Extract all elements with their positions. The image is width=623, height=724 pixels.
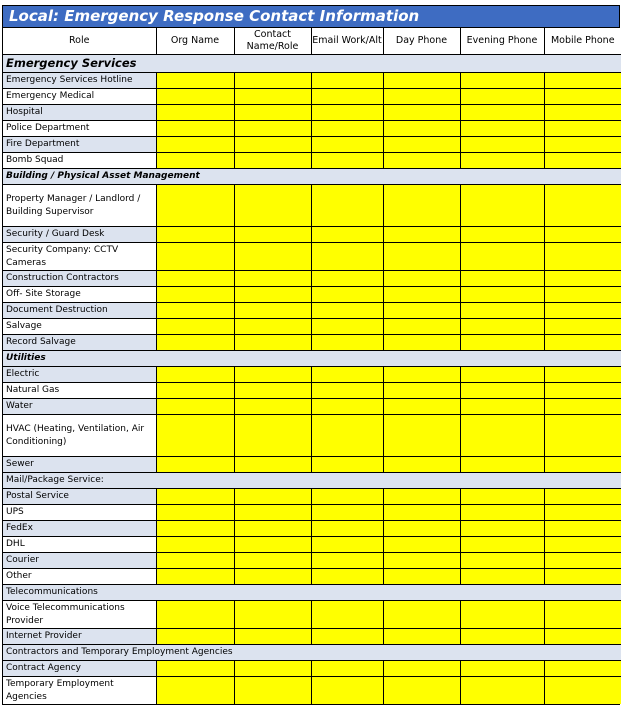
section-row <box>3 645 621 661</box>
header-day-phone: Day Phone <box>383 28 460 55</box>
entry-cell[interactable] <box>460 457 544 473</box>
role-label: Police Department <box>3 121 156 137</box>
entry-cell[interactable] <box>383 521 460 537</box>
entry-cell[interactable] <box>234 319 311 335</box>
table-row <box>3 243 621 271</box>
entry-cell[interactable] <box>311 105 383 121</box>
entry-cell[interactable] <box>383 227 460 243</box>
table-row <box>3 661 621 677</box>
entry-cell[interactable] <box>383 367 460 383</box>
entry-cell[interactable] <box>460 383 544 399</box>
section-row <box>3 351 621 367</box>
entry-cell[interactable] <box>383 185 460 227</box>
table-row <box>3 89 621 105</box>
section-row <box>3 585 621 601</box>
table-row <box>3 489 621 505</box>
entry-cell[interactable] <box>544 569 621 585</box>
entry-cell[interactable] <box>311 153 383 169</box>
entry-cell[interactable] <box>311 73 383 89</box>
entry-cell[interactable] <box>156 271 234 287</box>
entry-cell[interactable] <box>156 553 234 569</box>
table-row <box>3 153 621 169</box>
section-telecom: Telecommunications <box>3 585 621 601</box>
form-title: Local: Emergency Response Contact Information <box>3 6 619 28</box>
entry-cell[interactable] <box>234 153 311 169</box>
entry-cell[interactable] <box>544 521 621 537</box>
entry-cell[interactable] <box>383 105 460 121</box>
role-label: Water <box>3 399 156 415</box>
entry-cell[interactable] <box>383 569 460 585</box>
role-label: Hospital <box>3 105 156 121</box>
table-row <box>3 287 621 303</box>
entry-cell[interactable] <box>544 601 621 629</box>
entry-cell[interactable] <box>544 367 621 383</box>
entry-cell[interactable] <box>311 415 383 457</box>
entry-cell[interactable] <box>156 489 234 505</box>
entry-cell[interactable] <box>156 287 234 303</box>
entry-cell[interactable] <box>460 399 544 415</box>
table-row <box>3 383 621 399</box>
table-row <box>3 335 621 351</box>
entry-cell[interactable] <box>311 553 383 569</box>
entry-cell[interactable] <box>311 227 383 243</box>
entry-cell[interactable] <box>544 537 621 553</box>
table-row <box>3 553 621 569</box>
entry-cell[interactable] <box>383 415 460 457</box>
entry-cell[interactable] <box>383 661 460 677</box>
contact-form <box>2 5 620 705</box>
header-email: Email Work/Alt <box>311 28 383 55</box>
header-mobile-phone: Mobile Phone <box>544 28 621 55</box>
entry-cell[interactable] <box>311 629 383 645</box>
entry-cell[interactable] <box>234 521 311 537</box>
role-label: Record Salvage <box>3 335 156 351</box>
role-label: Fire Department <box>3 137 156 153</box>
role-label: Natural Gas <box>3 383 156 399</box>
entry-cell[interactable] <box>156 121 234 137</box>
role-label: Off- Site Storage <box>3 287 156 303</box>
entry-cell[interactable] <box>311 243 383 271</box>
entry-cell[interactable] <box>234 677 311 705</box>
entry-cell[interactable] <box>460 227 544 243</box>
entry-cell[interactable] <box>234 185 311 227</box>
role-label: Security Company: CCTV Cameras <box>3 243 156 271</box>
table-row <box>3 457 621 473</box>
entry-cell[interactable] <box>460 335 544 351</box>
entry-cell[interactable] <box>156 629 234 645</box>
entry-cell[interactable] <box>544 227 621 243</box>
entry-cell[interactable] <box>460 105 544 121</box>
entry-cell[interactable] <box>234 89 311 105</box>
entry-cell[interactable] <box>234 303 311 319</box>
table-row <box>3 73 621 89</box>
table-row <box>3 319 621 335</box>
entry-cell[interactable] <box>383 601 460 629</box>
table-row <box>3 271 621 287</box>
entry-cell[interactable] <box>544 89 621 105</box>
entry-cell[interactable] <box>234 287 311 303</box>
role-label: Contract Agency <box>3 661 156 677</box>
role-label: Postal Service <box>3 489 156 505</box>
role-label: Property Manager / Landlord / Building Supervisor <box>3 185 156 227</box>
entry-cell[interactable] <box>383 137 460 153</box>
entry-cell[interactable] <box>234 383 311 399</box>
entry-cell[interactable] <box>311 383 383 399</box>
entry-cell[interactable] <box>311 661 383 677</box>
entry-cell[interactable] <box>544 677 621 705</box>
entry-cell[interactable] <box>460 601 544 629</box>
table-row <box>3 137 621 153</box>
entry-cell[interactable] <box>156 185 234 227</box>
entry-cell[interactable] <box>311 89 383 105</box>
entry-cell[interactable] <box>460 661 544 677</box>
entry-cell[interactable] <box>383 537 460 553</box>
entry-cell[interactable] <box>544 137 621 153</box>
entry-cell[interactable] <box>544 73 621 89</box>
entry-cell[interactable] <box>156 383 234 399</box>
role-label: Security / Guard Desk <box>3 227 156 243</box>
role-label: Emergency Medical <box>3 89 156 105</box>
entry-cell[interactable] <box>311 335 383 351</box>
section-utilities: Utilities <box>3 351 621 367</box>
entry-cell[interactable] <box>311 287 383 303</box>
table-row <box>3 303 621 319</box>
entry-cell[interactable] <box>311 271 383 287</box>
header-org-name: Org Name <box>156 28 234 55</box>
header-evening-phone: Evening Phone <box>460 28 544 55</box>
entry-cell[interactable] <box>234 227 311 243</box>
entry-cell[interactable] <box>383 457 460 473</box>
entry-cell[interactable] <box>156 319 234 335</box>
contact-table <box>3 28 621 704</box>
role-label: Salvage <box>3 319 156 335</box>
entry-cell[interactable] <box>156 303 234 319</box>
entry-cell[interactable] <box>234 537 311 553</box>
entry-cell[interactable] <box>383 505 460 521</box>
role-label: Sewer <box>3 457 156 473</box>
entry-cell[interactable] <box>156 569 234 585</box>
entry-cell[interactable] <box>311 399 383 415</box>
role-label: Emergency Services Hotline <box>3 73 156 89</box>
entry-cell[interactable] <box>460 303 544 319</box>
entry-cell[interactable] <box>460 319 544 335</box>
entry-cell[interactable] <box>460 415 544 457</box>
section-row <box>3 55 621 73</box>
table-row <box>3 121 621 137</box>
entry-cell[interactable] <box>460 489 544 505</box>
header-row <box>3 28 621 55</box>
entry-cell[interactable] <box>544 629 621 645</box>
entry-cell[interactable] <box>156 335 234 351</box>
entry-cell[interactable] <box>156 137 234 153</box>
entry-cell[interactable] <box>460 271 544 287</box>
entry-cell[interactable] <box>460 243 544 271</box>
entry-cell[interactable] <box>311 185 383 227</box>
header-role: Role <box>3 28 156 55</box>
table-row <box>3 521 621 537</box>
role-label: Document Destruction <box>3 303 156 319</box>
entry-cell[interactable] <box>156 661 234 677</box>
table-row <box>3 601 621 629</box>
entry-cell[interactable] <box>156 89 234 105</box>
section-mail: Mail/Package Service: <box>3 473 621 489</box>
entry-cell[interactable] <box>156 105 234 121</box>
entry-cell[interactable] <box>460 185 544 227</box>
role-label: UPS <box>3 505 156 521</box>
table-row <box>3 105 621 121</box>
entry-cell[interactable] <box>311 521 383 537</box>
section-emergency-services: Emergency Services <box>3 55 621 73</box>
entry-cell[interactable] <box>234 105 311 121</box>
entry-cell[interactable] <box>383 383 460 399</box>
entry-cell[interactable] <box>156 227 234 243</box>
entry-cell[interactable] <box>156 399 234 415</box>
entry-cell[interactable] <box>460 73 544 89</box>
entry-cell[interactable] <box>460 89 544 105</box>
entry-cell[interactable] <box>311 537 383 553</box>
entry-cell[interactable] <box>156 521 234 537</box>
entry-cell[interactable] <box>156 601 234 629</box>
entry-cell[interactable] <box>544 271 621 287</box>
entry-cell[interactable] <box>460 367 544 383</box>
entry-cell[interactable] <box>544 457 621 473</box>
role-label: Temporary Employment Agencies <box>3 677 156 705</box>
table-row <box>3 537 621 553</box>
entry-cell[interactable] <box>311 319 383 335</box>
entry-cell[interactable] <box>234 661 311 677</box>
entry-cell[interactable] <box>383 121 460 137</box>
entry-cell[interactable] <box>544 489 621 505</box>
entry-cell[interactable] <box>234 399 311 415</box>
entry-cell[interactable] <box>234 629 311 645</box>
entry-cell[interactable] <box>311 303 383 319</box>
role-label: Electric <box>3 367 156 383</box>
entry-cell[interactable] <box>544 415 621 457</box>
entry-cell[interactable] <box>544 335 621 351</box>
entry-cell[interactable] <box>311 367 383 383</box>
role-label: Construction Contractors <box>3 271 156 287</box>
entry-cell[interactable] <box>383 399 460 415</box>
table-row <box>3 415 621 457</box>
entry-cell[interactable] <box>234 271 311 287</box>
entry-cell[interactable] <box>156 677 234 705</box>
entry-cell[interactable] <box>544 661 621 677</box>
entry-cell[interactable] <box>383 89 460 105</box>
entry-cell[interactable] <box>544 553 621 569</box>
entry-cell[interactable] <box>156 367 234 383</box>
entry-cell[interactable] <box>311 677 383 705</box>
entry-cell[interactable] <box>234 569 311 585</box>
role-label: HVAC (Heating, Ventilation, Air Conditioning) <box>3 415 156 457</box>
entry-cell[interactable] <box>234 553 311 569</box>
entry-cell[interactable] <box>156 457 234 473</box>
entry-cell[interactable] <box>460 537 544 553</box>
role-label: Voice Telecommunications Provider <box>3 601 156 629</box>
entry-cell[interactable] <box>544 105 621 121</box>
section-contractors: Contractors and Temporary Employment Agencies <box>3 645 621 661</box>
table-row <box>3 185 621 227</box>
entry-cell[interactable] <box>544 383 621 399</box>
entry-cell[interactable] <box>460 521 544 537</box>
entry-cell[interactable] <box>234 121 311 137</box>
entry-cell[interactable] <box>156 537 234 553</box>
entry-cell[interactable] <box>460 677 544 705</box>
entry-cell[interactable] <box>544 319 621 335</box>
entry-cell[interactable] <box>544 303 621 319</box>
table-row <box>3 505 621 521</box>
entry-cell[interactable] <box>460 153 544 169</box>
entry-cell[interactable] <box>544 399 621 415</box>
entry-cell[interactable] <box>544 505 621 521</box>
entry-cell[interactable] <box>460 553 544 569</box>
entry-cell[interactable] <box>383 677 460 705</box>
entry-cell[interactable] <box>234 137 311 153</box>
entry-cell[interactable] <box>234 73 311 89</box>
entry-cell[interactable] <box>544 121 621 137</box>
entry-cell[interactable] <box>383 287 460 303</box>
entry-cell[interactable] <box>311 569 383 585</box>
entry-cell[interactable] <box>311 137 383 153</box>
entry-cell[interactable] <box>156 73 234 89</box>
table-row <box>3 629 621 645</box>
entry-cell[interactable] <box>156 505 234 521</box>
entry-cell[interactable] <box>383 553 460 569</box>
entry-cell[interactable] <box>383 489 460 505</box>
role-label: Bomb Squad <box>3 153 156 169</box>
entry-cell[interactable] <box>234 489 311 505</box>
entry-cell[interactable] <box>383 153 460 169</box>
table-row <box>3 677 621 705</box>
role-label: DHL <box>3 537 156 553</box>
table-row <box>3 367 621 383</box>
entry-cell[interactable] <box>234 243 311 271</box>
section-row <box>3 169 621 185</box>
role-label: FedEx <box>3 521 156 537</box>
entry-cell[interactable] <box>234 505 311 521</box>
entry-cell[interactable] <box>311 505 383 521</box>
table-row <box>3 569 621 585</box>
header-contact: Contact Name/Role <box>234 28 311 55</box>
entry-cell[interactable] <box>156 415 234 457</box>
entry-cell[interactable] <box>311 457 383 473</box>
entry-cell[interactable] <box>311 601 383 629</box>
entry-cell[interactable] <box>544 287 621 303</box>
entry-cell[interactable] <box>234 601 311 629</box>
entry-cell[interactable] <box>460 121 544 137</box>
entry-cell[interactable] <box>234 457 311 473</box>
entry-cell[interactable] <box>544 243 621 271</box>
entry-cell[interactable] <box>383 271 460 287</box>
entry-cell[interactable] <box>460 137 544 153</box>
role-label: Other <box>3 569 156 585</box>
entry-cell[interactable] <box>383 319 460 335</box>
entry-cell[interactable] <box>460 569 544 585</box>
entry-cell[interactable] <box>460 629 544 645</box>
section-building: Building / Physical Asset Management <box>3 169 621 185</box>
entry-cell[interactable] <box>460 505 544 521</box>
entry-cell[interactable] <box>544 185 621 227</box>
entry-cell[interactable] <box>234 415 311 457</box>
entry-cell[interactable] <box>156 153 234 169</box>
table-row <box>3 227 621 243</box>
entry-cell[interactable] <box>544 153 621 169</box>
entry-cell[interactable] <box>311 121 383 137</box>
role-label: Courier <box>3 553 156 569</box>
entry-cell[interactable] <box>234 367 311 383</box>
entry-cell[interactable] <box>460 287 544 303</box>
entry-cell[interactable] <box>311 489 383 505</box>
entry-cell[interactable] <box>383 73 460 89</box>
entry-cell[interactable] <box>156 243 234 271</box>
entry-cell[interactable] <box>383 243 460 271</box>
section-row <box>3 473 621 489</box>
role-label: Internet Provider <box>3 629 156 645</box>
table-row <box>3 399 621 415</box>
entry-cell[interactable] <box>383 629 460 645</box>
entry-cell[interactable] <box>383 303 460 319</box>
entry-cell[interactable] <box>383 335 460 351</box>
entry-cell[interactable] <box>234 335 311 351</box>
